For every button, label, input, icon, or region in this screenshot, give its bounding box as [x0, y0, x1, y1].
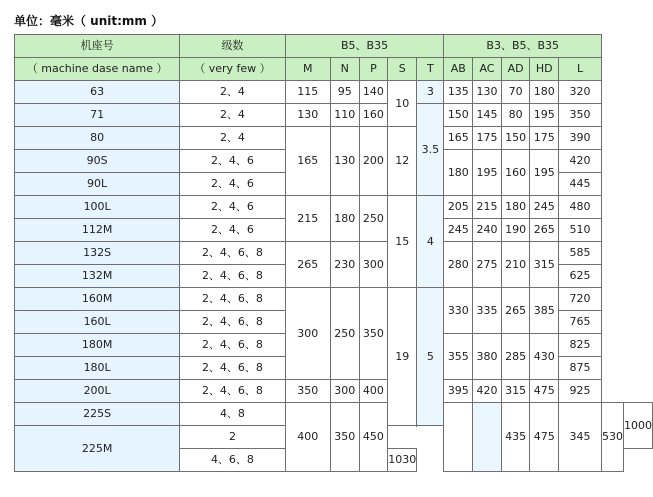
ab-cell: 435 — [501, 403, 530, 472]
table-row — [15, 104, 653, 127]
m-cell: 215 — [285, 196, 330, 242]
poles-cell: 2、4、6 — [180, 196, 285, 219]
l-cell: 585 — [559, 242, 602, 265]
p-cell: 160 — [359, 104, 388, 127]
poles-cell: 2、4、6 — [180, 173, 285, 196]
l-cell: 765 — [559, 311, 602, 334]
base-cell: 160L — [15, 311, 180, 334]
p-cell: 400 — [359, 380, 388, 403]
col-header-s: S — [388, 58, 417, 81]
m-cell: 265 — [285, 242, 330, 288]
hd-cell: 175 — [530, 127, 559, 150]
m-cell: 350 — [285, 380, 330, 403]
base-cell: 90L — [15, 173, 180, 196]
s-cell-empty — [444, 403, 473, 472]
table-row — [15, 403, 653, 426]
ad-cell: 345 — [559, 403, 602, 472]
l-cell: 445 — [559, 173, 602, 196]
base-cell: 100L — [15, 196, 180, 219]
hd-cell: 530 — [602, 403, 624, 472]
poles-cell: 2、4 — [180, 127, 285, 150]
ad-cell: 210 — [501, 242, 530, 288]
l-cell: 350 — [559, 104, 602, 127]
header-group-b5: B5、B35 — [285, 35, 444, 58]
header-poles-en: （ very few ） — [180, 58, 285, 81]
p-cell: 350 — [359, 288, 388, 380]
unit-label: 单位：毫米（ unit:mm ） — [14, 14, 164, 28]
table-row — [15, 196, 653, 219]
poles-cell: 2、4、6、8 — [180, 242, 285, 265]
l-cell: 925 — [559, 380, 602, 403]
s-cell: 19 — [388, 288, 417, 426]
m-cell: 130 — [285, 104, 330, 127]
ab-cell: 280 — [444, 242, 473, 288]
n-cell: 250 — [330, 288, 359, 380]
base-cell: 225S — [15, 403, 180, 426]
table-row — [15, 81, 653, 104]
ab-cell: 165 — [444, 127, 473, 150]
ab-cell: 205 — [444, 196, 473, 219]
poles-cell: 4、6、8 — [180, 449, 285, 472]
table-row — [15, 380, 653, 403]
t-cell: 3 — [417, 81, 444, 104]
ad-cell: 70 — [501, 81, 530, 104]
ab-cell: 355 — [444, 334, 473, 380]
n-cell: 95 — [330, 81, 359, 104]
m-cell: 400 — [285, 403, 330, 472]
base-cell: 112M — [15, 219, 180, 242]
table-row — [15, 288, 653, 311]
poles-cell: 2、4、6 — [180, 219, 285, 242]
col-header-ab: AB — [444, 58, 473, 81]
poles-cell: 2、4 — [180, 81, 285, 104]
ad-cell: 190 — [501, 219, 530, 242]
header-row-2 — [15, 58, 653, 81]
hd-cell: 245 — [530, 196, 559, 219]
p-cell: 300 — [359, 242, 388, 288]
hd-cell: 315 — [530, 242, 559, 288]
l-cell: 510 — [559, 219, 602, 242]
ac-cell: 420 — [473, 380, 502, 403]
motor-dimension-table — [14, 34, 653, 472]
m-cell: 300 — [285, 288, 330, 380]
l-cell: 320 — [559, 81, 602, 104]
t-cell-empty — [473, 403, 502, 472]
header-base-cn: 机座号 — [15, 35, 180, 58]
p-cell: 200 — [359, 127, 388, 196]
s-cell: 10 — [388, 81, 417, 127]
base-cell: 63 — [15, 81, 180, 104]
poles-cell: 2 — [180, 426, 285, 449]
l-cell: 480 — [559, 196, 602, 219]
n-cell: 230 — [330, 242, 359, 288]
header-poles-cn: 级数 — [180, 35, 285, 58]
m-cell: 115 — [285, 81, 330, 104]
t-cell: 4 — [417, 196, 444, 288]
m-cell: 165 — [285, 127, 330, 196]
s-cell: 12 — [388, 127, 417, 196]
header-base-en: （ machine dase name ） — [15, 58, 180, 81]
base-cell: 71 — [15, 104, 180, 127]
ad-cell: 285 — [501, 334, 530, 380]
l-cell: 1030 — [388, 449, 417, 472]
ad-cell: 265 — [501, 288, 530, 334]
l-cell: 1000 — [624, 403, 653, 449]
col-header-ad: AD — [501, 58, 530, 81]
ac-cell: 275 — [473, 242, 502, 288]
base-cell: 225M — [15, 426, 180, 472]
n-cell: 300 — [330, 380, 359, 403]
base-cell: 200L — [15, 380, 180, 403]
n-cell: 130 — [330, 127, 359, 196]
header-row-1 — [15, 35, 653, 58]
t-cell: 5 — [417, 288, 444, 426]
base-cell: 132M — [15, 265, 180, 288]
col-header-ac: AC — [473, 58, 502, 81]
col-header-t: T — [417, 58, 444, 81]
ab-cell: 245 — [444, 219, 473, 242]
poles-cell: 2、4、6、8 — [180, 265, 285, 288]
hd-cell: 195 — [530, 150, 559, 196]
hd-cell: 195 — [530, 104, 559, 127]
l-cell: 420 — [559, 150, 602, 173]
l-cell: 720 — [559, 288, 602, 311]
ab-cell: 330 — [444, 288, 473, 334]
col-header-n: N — [330, 58, 359, 81]
col-header-l: L — [559, 58, 602, 81]
ab-cell: 395 — [444, 380, 473, 403]
ad-cell: 150 — [501, 127, 530, 150]
header-group-b3: B3、B5、B35 — [444, 35, 602, 58]
base-cell: 160M — [15, 288, 180, 311]
ac-cell: 215 — [473, 196, 502, 219]
ac-cell: 130 — [473, 81, 502, 104]
n-cell: 350 — [330, 403, 359, 472]
table-row — [15, 127, 653, 150]
n-cell: 180 — [330, 196, 359, 242]
ab-cell: 135 — [444, 81, 473, 104]
ac-cell: 175 — [473, 127, 502, 150]
s-cell: 15 — [388, 196, 417, 288]
ad-cell: 315 — [501, 380, 530, 403]
table-row — [15, 242, 653, 265]
col-header-p: P — [359, 58, 388, 81]
hd-cell: 430 — [530, 334, 559, 380]
poles-cell: 2、4、6、8 — [180, 311, 285, 334]
ac-cell: 335 — [473, 288, 502, 334]
l-cell: 625 — [559, 265, 602, 288]
base-cell: 80 — [15, 127, 180, 150]
poles-cell: 2、4 — [180, 104, 285, 127]
poles-cell: 2、4、6、8 — [180, 357, 285, 380]
l-cell: 875 — [559, 357, 602, 380]
col-header-m: M — [285, 58, 330, 81]
ac-cell: 380 — [473, 334, 502, 380]
col-header-hd: HD — [530, 58, 559, 81]
l-cell: 825 — [559, 334, 602, 357]
t-cell: 3.5 — [417, 104, 444, 196]
poles-cell: 4、8 — [180, 403, 285, 426]
ab-cell: 180 — [444, 150, 473, 196]
poles-cell: 2、4、6 — [180, 150, 285, 173]
ad-cell: 80 — [501, 104, 530, 127]
hd-cell: 180 — [530, 81, 559, 104]
p-cell: 140 — [359, 81, 388, 104]
ac-cell: 475 — [530, 403, 559, 472]
base-cell: 132S — [15, 242, 180, 265]
hd-cell: 265 — [530, 219, 559, 242]
ad-cell: 160 — [501, 150, 530, 196]
ac-cell: 145 — [473, 104, 502, 127]
ac-cell: 240 — [473, 219, 502, 242]
base-cell: 90S — [15, 150, 180, 173]
l-cell: 390 — [559, 127, 602, 150]
base-cell: 180M — [15, 334, 180, 357]
ab-cell: 150 — [444, 104, 473, 127]
hd-cell: 475 — [530, 380, 559, 403]
poles-cell: 2、4、6、8 — [180, 288, 285, 311]
poles-cell: 2、4、6、8 — [180, 380, 285, 403]
ac-cell: 195 — [473, 150, 502, 196]
hd-cell: 385 — [530, 288, 559, 334]
p-cell: 250 — [359, 196, 388, 242]
poles-cell: 2、4、6、8 — [180, 334, 285, 357]
n-cell: 110 — [330, 104, 359, 127]
ad-cell: 180 — [501, 196, 530, 219]
p-cell: 450 — [359, 403, 388, 472]
base-cell: 180L — [15, 357, 180, 380]
